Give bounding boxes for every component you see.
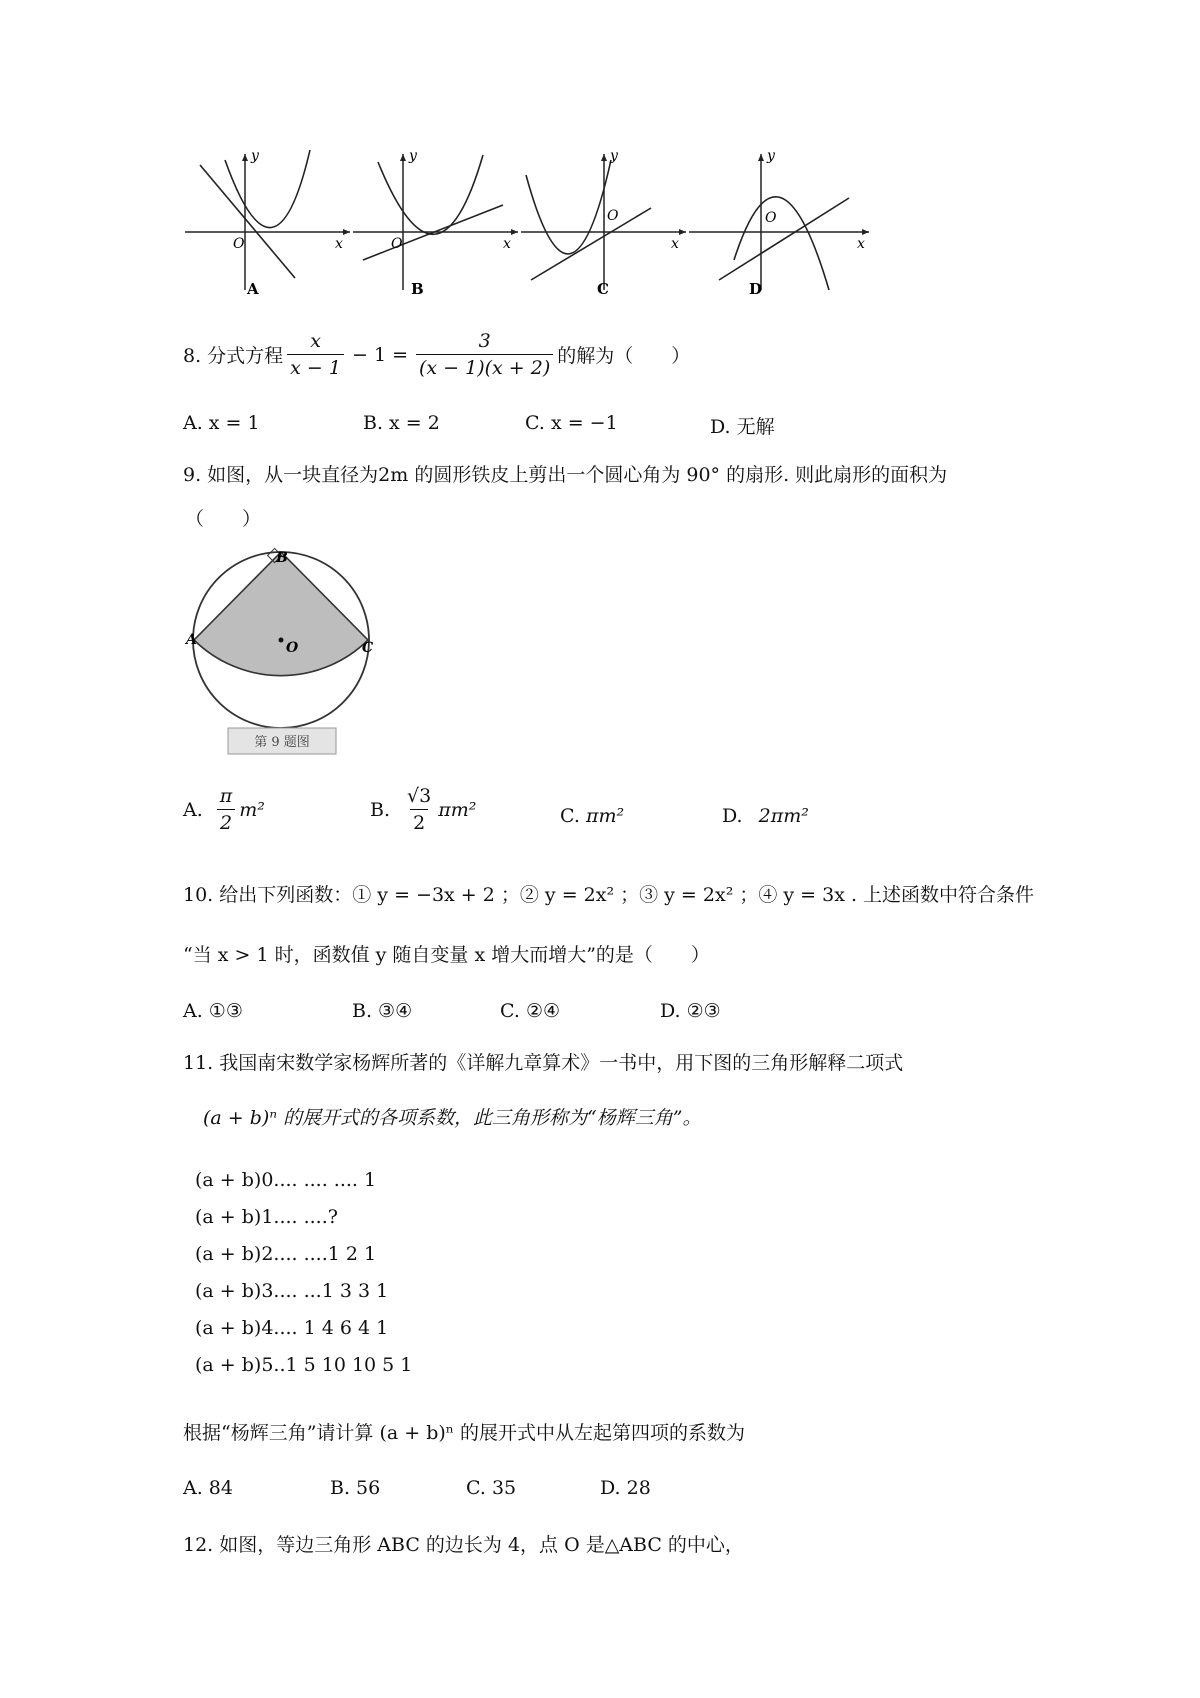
yang-hui-triangle [195, 1162, 412, 1384]
q9-option-d [722, 805, 809, 827]
q9-point-o: O [286, 640, 299, 656]
triangle-row-0: (a + b)0.... .... .... 1 [195, 1169, 377, 1191]
graph-a-x: x [335, 236, 343, 252]
q9-option-b-den: 2 [410, 809, 428, 834]
q12-stem: 12. 如图，等边三角形 ABC 的边长为 4，点 O 是△ABC 的中心， [183, 1534, 744, 1556]
q11-option-a: A. 84 [183, 1477, 233, 1499]
graph-b-label: B [411, 280, 424, 298]
graph-a-label: A [247, 280, 259, 298]
q9-option-d-tail: 2πm² [758, 805, 809, 827]
q9-caption: 第 9 题图 [254, 735, 310, 750]
graph-a [185, 148, 350, 298]
q10-option-a: A. ①③ [183, 1000, 243, 1022]
q9-option-b-num: √3 [407, 785, 432, 807]
q11-option-b: B. 56 [330, 1477, 381, 1499]
graph-c-x: x [671, 236, 679, 252]
q9-option-b-fraction [404, 785, 434, 834]
graph-a-origin: O [233, 236, 245, 252]
q10-option-d: D. ②③ [660, 1000, 721, 1022]
q8-option-a: A. x = 1 [183, 412, 260, 434]
graph-b-origin: O [391, 236, 403, 252]
graph-d [689, 148, 869, 298]
q9-option-c-label: C. [560, 805, 580, 827]
q9-option-a-tail: m² [239, 798, 265, 821]
q8-lhs-den: x − 1 [287, 354, 344, 379]
graph-d-origin: O [765, 210, 777, 226]
q9-option-c-tail: πm² [585, 805, 625, 827]
graph-b-y: y [409, 148, 417, 164]
q9-paren: （ ） [185, 508, 262, 530]
q9-option-a-num: π [219, 785, 233, 807]
q8-option-b: B. x = 2 [363, 412, 440, 434]
q10-option-b: B. ③④ [352, 1000, 413, 1022]
q7-graph-options [185, 150, 875, 300]
q10-line1: 10. 给出下列函数：① y = −3x + 2 ；② y = 2x² ；③ y = 2x² ；④ y = 3x . 上述函数中符合条件 [183, 884, 1035, 906]
triangle-row-1: (a + b)1.... ....? [195, 1206, 338, 1228]
graph-b-x: x [503, 236, 511, 252]
q8-prefix: 8. 分式方程 [183, 345, 284, 367]
graph-d-x: x [857, 236, 865, 252]
graph-c-origin: O [607, 208, 619, 224]
triangle-row-3: (a + b)3.... ...1 3 3 1 [195, 1280, 389, 1302]
q11-option-d: D. 28 [600, 1477, 651, 1499]
q9-option-d-label: D. [722, 805, 743, 827]
q10-option-c: C. ②④ [500, 1000, 561, 1022]
q9-option-b [370, 785, 476, 834]
q11-line1: 11. 我国南宋数学家杨辉所著的《详解九章算术》一书中，用下图的三角形解释二项式 [183, 1052, 904, 1074]
q11-line2: (a + b)ⁿ 的展开式的各项系数，此三角形称为“杨辉三角”。 [203, 1107, 702, 1129]
q8-option-c: C. x = −1 [525, 412, 618, 434]
q9-point-a: A [186, 632, 197, 648]
triangle-row-2: (a + b)2.... ....1 2 1 [195, 1243, 377, 1265]
graph-d-y: y [767, 148, 775, 164]
graph-d-label: D [749, 280, 763, 298]
q9-option-a-label: A. [183, 798, 203, 821]
q9-point-b: B [276, 550, 288, 566]
q8-rhs-den: (x − 1)(x + 2) [416, 354, 553, 379]
triangle-row-4: (a + b)4.... 1 4 6 4 1 [195, 1317, 389, 1339]
q9-option-a [183, 785, 265, 834]
triangle-row-5: (a + b)5..1 5 10 10 5 1 [195, 1354, 413, 1376]
q9-point-c: C [362, 640, 374, 656]
q8-rhs-fraction [416, 330, 553, 379]
q8-rhs-num: 3 [478, 330, 491, 352]
graph-b [353, 148, 518, 298]
q8-option-d: D. 无解 [710, 416, 775, 438]
q8-stem [183, 330, 690, 379]
q9-option-c [560, 805, 624, 827]
q11-question: 根据“杨辉三角”请计算 (a + b)ⁿ 的展开式中从左起第四项的系数为 [183, 1422, 746, 1444]
q9-option-a-fraction [217, 785, 236, 834]
graph-c-label: C [597, 280, 609, 298]
q11-option-c: C. 35 [466, 1477, 517, 1499]
q9-stem: 9. 如图，从一块直径为2m 的圆形铁皮上剪出一个圆心角为 90° 的扇形. 则此扇形的面积为 [183, 464, 948, 486]
q9-option-a-den: 2 [217, 809, 235, 834]
q10-line2: “当 x > 1 时，函数值 y 随自变量 x 增大而增大”的是（ ） [183, 944, 710, 966]
q9-option-b-label: B. [370, 798, 391, 821]
q8-minus-one: − 1 = [351, 343, 408, 366]
q8-lhs-fraction [287, 330, 344, 379]
q8-lhs-num: x [310, 330, 321, 352]
graph-a-y: y [251, 148, 259, 164]
graph-c-y: y [610, 148, 618, 164]
graph-c [521, 148, 686, 298]
q9-figure [188, 548, 373, 760]
q8-suffix: 的解为（ ） [557, 345, 691, 367]
q9-option-b-tail: πm² [438, 798, 477, 821]
